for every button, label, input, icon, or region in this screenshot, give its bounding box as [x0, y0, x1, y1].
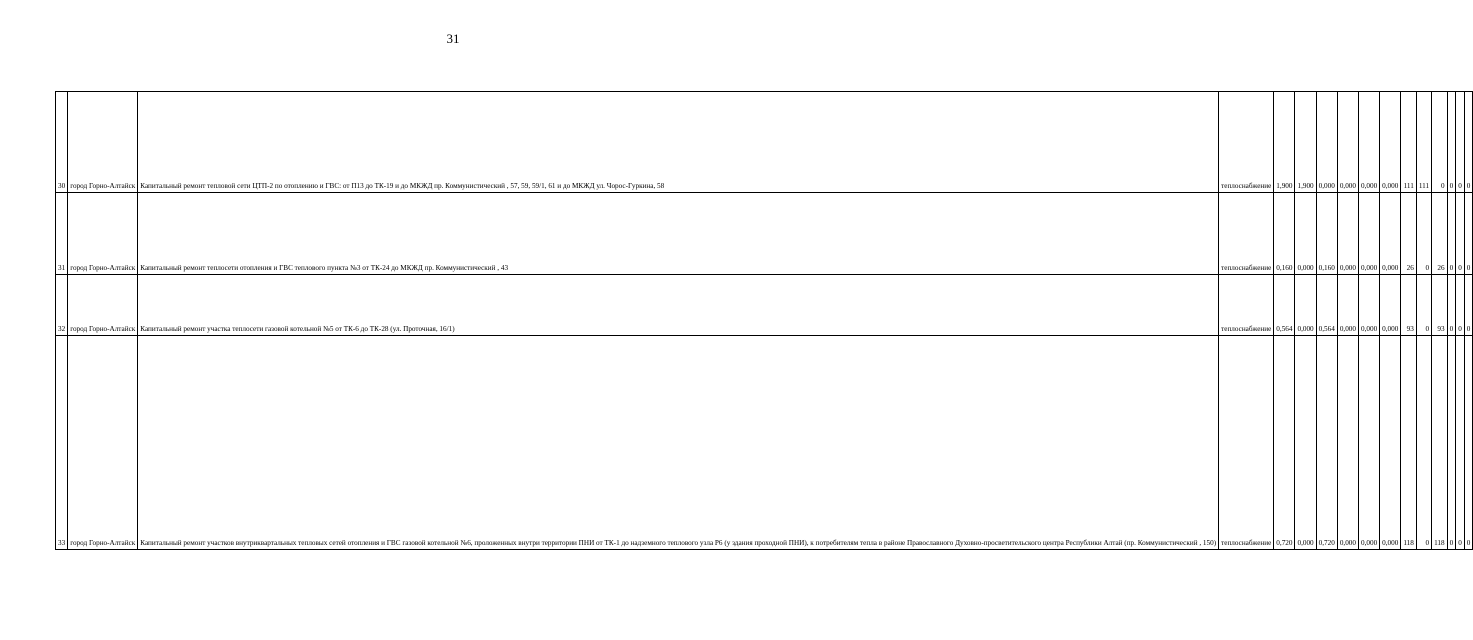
- program-table: [55, 91, 1473, 550]
- value-cell: 0: [1447, 336, 1456, 550]
- page-number: 31: [446, 31, 460, 46]
- value-cell: 118: [1432, 336, 1448, 550]
- value-cell: 26: [1401, 193, 1417, 275]
- value-cell: 0: [1464, 336, 1473, 550]
- value-cell: 0,000: [1295, 193, 1316, 275]
- value-cell: 26: [1432, 193, 1448, 275]
- description-cell: Капитальный ремонт участков внутриквартальных тепловых сетей отопления и ГВС газовой котельной №6, проложенных внутри территории ПНИ от ТК-1 до надземного теплового узла Р6 (у здания проходной ПНИ), к потребителям тепла в районе Православного Духовно-просветительского центра Республики Алтай (пр. Коммунистический , 150): [138, 336, 1219, 550]
- value-cell: 0,000: [1337, 275, 1358, 336]
- description-cell: Капитальный ремонт теплосети отопления и ГВС теплового пункта №3 от ТК-24 до МКЖД пр. Коммунистический , 43: [138, 193, 1219, 275]
- municipality-cell: город Горно-Алтайск: [68, 193, 138, 275]
- municipality-cell: город Горно-Алтайск: [68, 92, 138, 193]
- value-cell: 0,000: [1358, 92, 1379, 193]
- value-cell: 0: [1416, 193, 1431, 275]
- table-row: [56, 193, 1473, 275]
- value-cell: 111: [1401, 92, 1417, 193]
- value-cell: 0,000: [1358, 275, 1379, 336]
- value-cell: 1,900: [1274, 92, 1295, 193]
- description-cell: Капитальный ремонт тепловой сети ЦТП-2 по отоплению и ГВС: от П13 до ТК-19 и до МКЖД пр. Коммунистический , 57, 59, 59/1, 61 и до МКЖД ул. Чорос-Гуркина, 58: [138, 92, 1219, 193]
- value-cell: 0: [1456, 92, 1465, 193]
- row-number-cell: 33: [56, 336, 68, 550]
- value-cell: 0,000: [1295, 336, 1316, 550]
- value-cell: 118: [1401, 336, 1417, 550]
- value-cell: 0,000: [1358, 193, 1379, 275]
- value-cell: 0: [1416, 275, 1431, 336]
- service-type-cell: теплоснабжение: [1219, 193, 1274, 275]
- value-cell: 0: [1432, 92, 1448, 193]
- service-type-cell: теплоснабжение: [1219, 92, 1274, 193]
- table-row: [56, 275, 1473, 336]
- municipality-cell: город Горно-Алтайск: [68, 336, 138, 550]
- value-cell: 0,564: [1316, 275, 1337, 336]
- table-row: [56, 92, 1473, 193]
- row-number-cell: 32: [56, 275, 68, 336]
- value-cell: 0,000: [1358, 336, 1379, 550]
- value-cell: 0,000: [1337, 193, 1358, 275]
- value-cell: 0,720: [1274, 336, 1295, 550]
- description-cell: Капитальный ремонт участка теплосети газовой котельной №5 от ТК-6 до ТК-28 (ул. Проточная, 16/1): [138, 275, 1219, 336]
- value-cell: 0,000: [1380, 193, 1401, 275]
- value-cell: 0,000: [1380, 336, 1401, 550]
- value-cell: 0: [1456, 193, 1465, 275]
- value-cell: 93: [1401, 275, 1417, 336]
- value-cell: 0,000: [1380, 92, 1401, 193]
- value-cell: 0,000: [1380, 275, 1401, 336]
- row-number-cell: 31: [56, 193, 68, 275]
- value-cell: 0,160: [1274, 193, 1295, 275]
- value-cell: 0,564: [1274, 275, 1295, 336]
- value-cell: 0: [1464, 92, 1473, 193]
- value-cell: 0,000: [1337, 92, 1358, 193]
- value-cell: 0: [1464, 193, 1473, 275]
- value-cell: 0: [1447, 92, 1456, 193]
- value-cell: 0: [1416, 336, 1431, 550]
- service-type-cell: теплоснабжение: [1219, 336, 1274, 550]
- value-cell: 1,900: [1295, 92, 1316, 193]
- value-cell: 111: [1416, 92, 1431, 193]
- municipality-cell: город Горно-Алтайск: [68, 275, 138, 336]
- value-cell: 0,000: [1337, 336, 1358, 550]
- value-cell: 0,000: [1295, 275, 1316, 336]
- row-number-cell: 30: [56, 92, 68, 193]
- value-cell: 93: [1432, 275, 1448, 336]
- value-cell: 0,720: [1316, 336, 1337, 550]
- value-cell: 0: [1464, 275, 1473, 336]
- value-cell: 0: [1447, 193, 1456, 275]
- value-cell: 0,160: [1316, 193, 1337, 275]
- value-cell: 0: [1447, 275, 1456, 336]
- service-type-cell: теплоснабжение: [1219, 275, 1274, 336]
- value-cell: 0: [1456, 336, 1465, 550]
- value-cell: 0,000: [1316, 92, 1337, 193]
- table-row: [56, 336, 1473, 550]
- value-cell: 0: [1456, 275, 1465, 336]
